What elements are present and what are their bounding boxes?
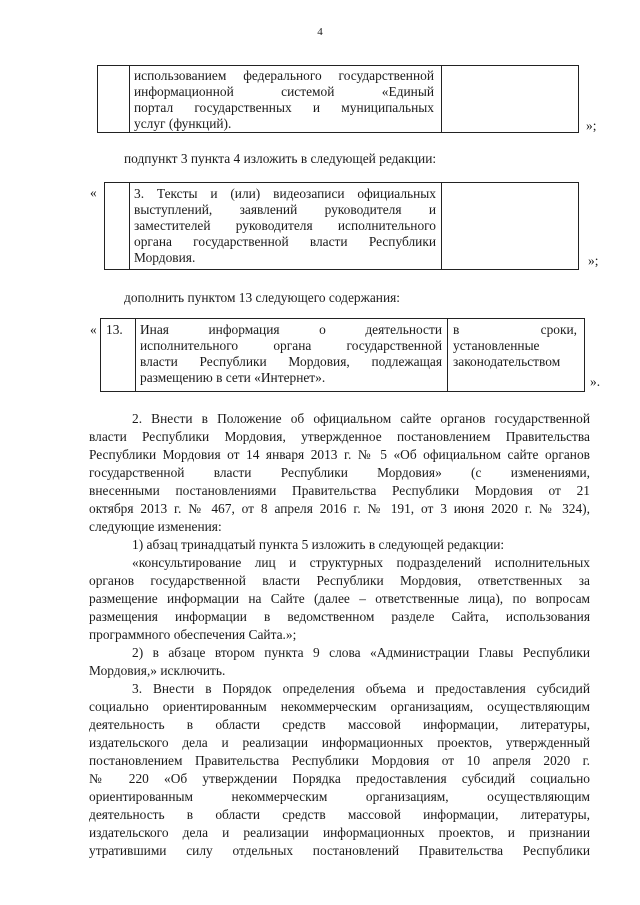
paragraph-line: 2. Внести в Положение об официальном сайте органов государственной	[132, 411, 590, 426]
table-text-line: власти Республики Мордовия, подлежащая	[140, 354, 442, 369]
closing-quote: »;	[586, 118, 597, 133]
paragraph-line: утратившими силу отдельных постановлений Правительства Республики	[89, 843, 590, 858]
paragraph-line: подпункт 3 пункта 4 изложить в следующей редакции:	[124, 151, 437, 166]
table-cell-empty	[442, 66, 579, 133]
table-text-line: выступлений, заявлений руководителя и	[134, 202, 436, 217]
paragraph-line: внесенными постановлениями Правительства Республики Мордовия от 21	[89, 483, 590, 498]
table-text-line: 3. Тексты и (или) видеозаписи официальных	[134, 186, 436, 201]
paragraph-line: размещение информации на Сайте (далее – ответственные лица), по вопросам	[89, 591, 590, 606]
paragraph-line: «консультирование лиц и структурных подразделений исполнительных	[132, 555, 590, 570]
paragraph-line: издательского дела и реализации информационных проектов, и признании	[89, 825, 590, 840]
page-number: 4	[317, 26, 323, 38]
paragraph-line: размещения информации в ведомственном разделе Сайта, использования	[89, 609, 590, 624]
term-text-line: законодательством	[453, 354, 561, 369]
paragraph-line: программного обеспечения Сайта.»;	[89, 627, 297, 642]
table-cell-number	[101, 319, 136, 392]
paragraph-line: следующие изменения:	[89, 519, 222, 534]
paragraph-line: № 220 «Об утверждении Порядка предоставления субсидий социально	[89, 771, 590, 786]
paragraph-line: дополнить пунктом 13 следующего содержания:	[124, 290, 401, 305]
paragraph-line: органов государственной власти Республики Мордовия, ответственных за	[89, 573, 590, 588]
opening-quote: «	[90, 185, 97, 200]
paragraph-line: государственной власти Республики Мордовия» (с изменениями,	[89, 465, 590, 480]
table-cell-term	[448, 319, 585, 392]
table-cell-text	[130, 183, 442, 270]
paragraph-line: издательского дела и реализации информационных проектов, утвержденный	[89, 735, 590, 750]
paragraph-line: 1) абзац тринадцатый пункта 5 изложить в следующей редакции:	[132, 537, 505, 552]
table-fragment-2	[104, 182, 579, 270]
table-cell-empty	[105, 183, 130, 270]
table-text-line: Иная информация о деятельности	[140, 322, 442, 337]
table-cell-text	[130, 66, 442, 133]
table-fragment-3	[100, 318, 585, 392]
opening-quote: «	[90, 322, 97, 337]
table-text-line: портал государственных и муниципальных	[134, 100, 434, 115]
term-text-line: установленные	[453, 338, 540, 353]
table-text-line: органа государственной власти Республики	[134, 234, 436, 249]
paragraph-line: октября 2013 г. № 467, от 8 апреля 2016 г. № 191, от 3 июня 2020 г. № 324),	[89, 501, 590, 516]
table-cell-empty	[98, 66, 130, 133]
table-text-line: исполнительного органа государственной	[140, 338, 442, 353]
table-text-line: услуг (функций).	[134, 116, 232, 131]
table-text-line: размещению в сети «Интернет».	[140, 370, 326, 385]
table-text-line: использованием федерального государственной	[134, 68, 434, 83]
paragraph-line: деятельность в области средств массовой информации, литературы,	[89, 807, 590, 822]
paragraph-line: постановлением Правительства Республики Мордовия от 10 апреля 2020 г.	[89, 753, 590, 768]
paragraph-line: Мордовия,» исключить.	[89, 663, 226, 678]
table-cell-empty	[442, 183, 579, 270]
item-number: 13.	[106, 322, 123, 337]
closing-quote: »;	[588, 253, 599, 268]
table-fragment-1	[97, 65, 579, 133]
paragraph-line: 3. Внести в Порядок определения объема и предоставления субсидий	[132, 681, 590, 696]
paragraph-line: Республики Мордовия от 14 января 2013 г. № 5 «Об официальном сайте органов	[89, 447, 590, 462]
table-cell-text	[136, 319, 448, 392]
term-text-line: в сроки,	[453, 322, 577, 337]
paragraph-line: власти Республики Мордовия, утвержденное постановлением Правительства	[89, 429, 590, 444]
paragraph-line: социально ориентированным некоммерческим организациям, осуществляющим	[89, 699, 590, 714]
paragraph-line: 2) в абзаце втором пункта 9 слова «Администрации Главы Республики	[132, 645, 590, 660]
closing-quote: ».	[590, 374, 601, 389]
paragraph-line: ориентированным некоммерческим организациям, осуществляющим	[89, 789, 590, 804]
paragraph-line: деятельность в области средств массовой информации, литературы,	[89, 717, 590, 732]
table-text-line: Мордовия.	[134, 250, 196, 265]
table-text-line: информационной системой «Единый	[134, 84, 434, 99]
table-text-line: заместителей руководителя исполнительного	[134, 218, 436, 233]
